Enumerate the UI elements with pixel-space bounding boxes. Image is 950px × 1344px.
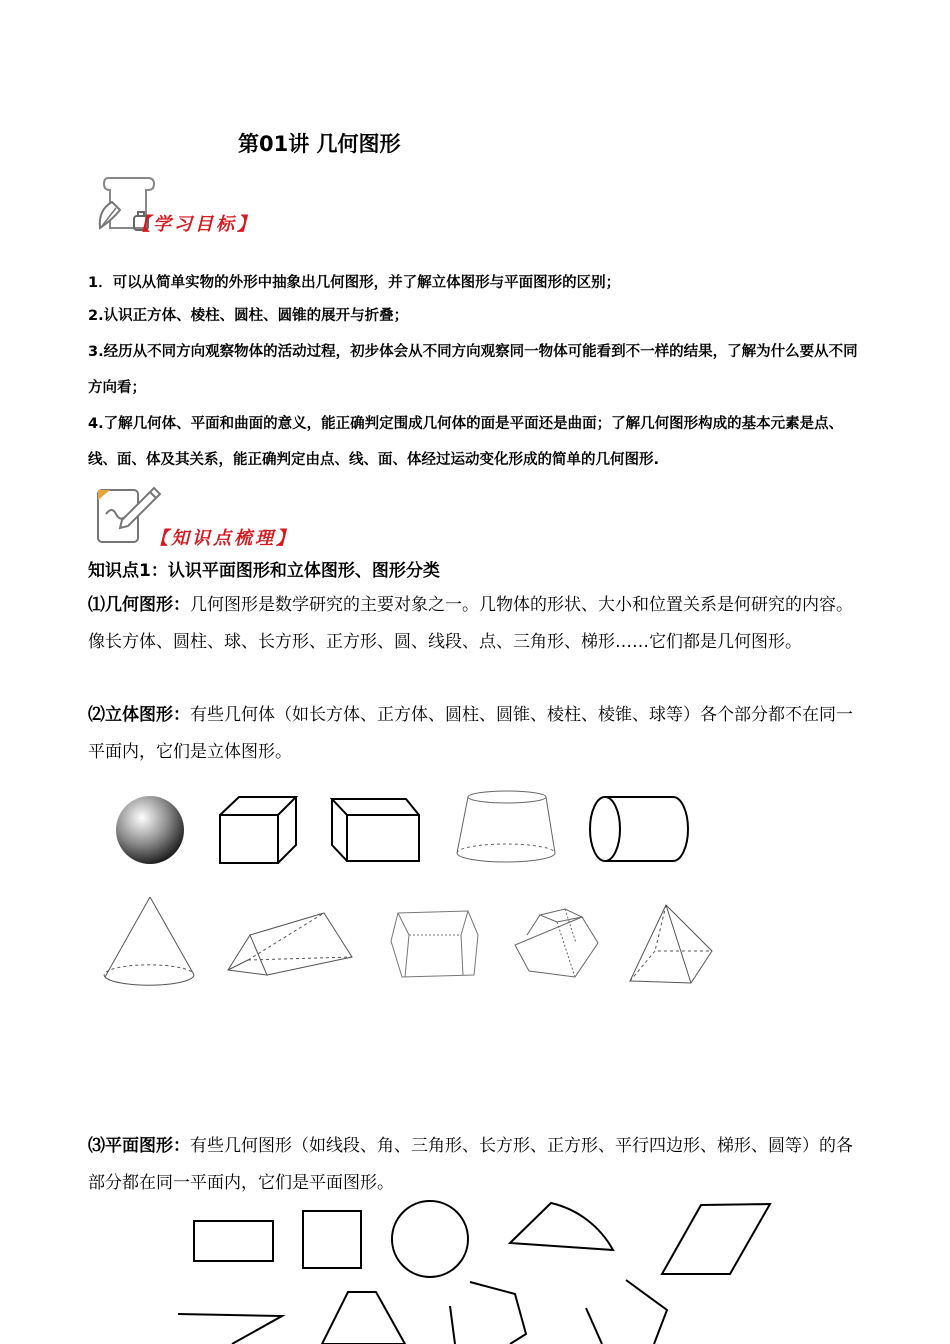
cuboid-shape xyxy=(332,799,419,861)
page-title: 第01讲 几何图形 xyxy=(238,132,401,156)
trapezoid-shape xyxy=(322,1292,405,1344)
pentagon-shape xyxy=(586,1280,667,1344)
paragraph-text: 有些几何图形（如线段、角、三角形、长方形、正方形、平行四边形、梯形、圆等）的各部分都在同一平面内，它们是平面图形。 xyxy=(88,1136,853,1193)
goal-item-4: 4.了解几何体、平面和曲面的意义，能正确判定围成几何体的面是平面还是曲面；了解几何图形构成的基本元素是点、线、面、体及其关系，能正确判定由点、线、面、体经过运动变化形成的简单的几何图形. xyxy=(88,416,844,468)
cube-shape xyxy=(220,797,296,863)
paragraph-solid-figures xyxy=(88,697,868,771)
goals-section-label: 【学习目标】 xyxy=(132,214,258,235)
hexagon-shape xyxy=(450,1282,526,1344)
paragraph-label: ⑶平面图形： xyxy=(88,1136,190,1156)
hexagonal-prism-shape xyxy=(391,911,478,977)
goal-item-2: 2.认识正方体、棱柱、圆柱、圆锥的展开与折叠； xyxy=(88,308,409,324)
knowledge-heading: 知识点1：认识平面图形和立体图形、图形分类 xyxy=(88,561,440,581)
triangular-prism-shape xyxy=(228,913,352,975)
paragraph-label: ⑴几何图形： xyxy=(88,595,190,615)
goal-item-3: 3.经历从不同方向观察物体的活动过程，初步体会从不同方向观察同一物体可能看到不一样的结果，了解为什么要从不同方向看； xyxy=(88,344,858,396)
cone-shape xyxy=(104,897,194,985)
paragraph-label: ⑵立体图形： xyxy=(88,705,190,725)
parallelogram-shape xyxy=(662,1204,770,1274)
paragraph-plane-figures xyxy=(88,1128,868,1202)
goal-item-1: 1．可以从简单实物的外形中抽象出几何图形，并了解立体图形与平面图形的区别； xyxy=(88,275,621,291)
paragraph-geometric-figures xyxy=(88,587,868,661)
paragraph-text: 有些几何体（如长方体、正方体、圆柱、圆锥、棱柱、棱锥、球等）各个部分都不在同一平面内，它们是立体图形。 xyxy=(88,705,853,762)
triangle-shape xyxy=(178,1314,282,1344)
knowledge-section-label: 【知识点梳理】 xyxy=(150,528,297,549)
cylinder-shape xyxy=(590,797,688,861)
sector-shape xyxy=(510,1203,613,1250)
circle-shape xyxy=(392,1201,468,1277)
plane-figures-illustration xyxy=(170,1198,790,1344)
paragraph-text: 几何图形是数学研究的主要对象之一。几物体的形状、大小和位置关系是何研究的内容。像长方体、圆柱、球、长方形、正方形、圆、线段、点、三角形、梯形……它们都是几何图形。 xyxy=(88,595,853,652)
rectangle-shape xyxy=(194,1221,273,1261)
solid-figures-illustration xyxy=(95,785,735,1000)
square-shape xyxy=(303,1211,361,1268)
sphere-shape xyxy=(116,796,184,864)
frustum-pyramid-shape xyxy=(515,909,598,977)
pyramid-shape xyxy=(630,905,712,983)
frustum-shape xyxy=(457,791,555,862)
